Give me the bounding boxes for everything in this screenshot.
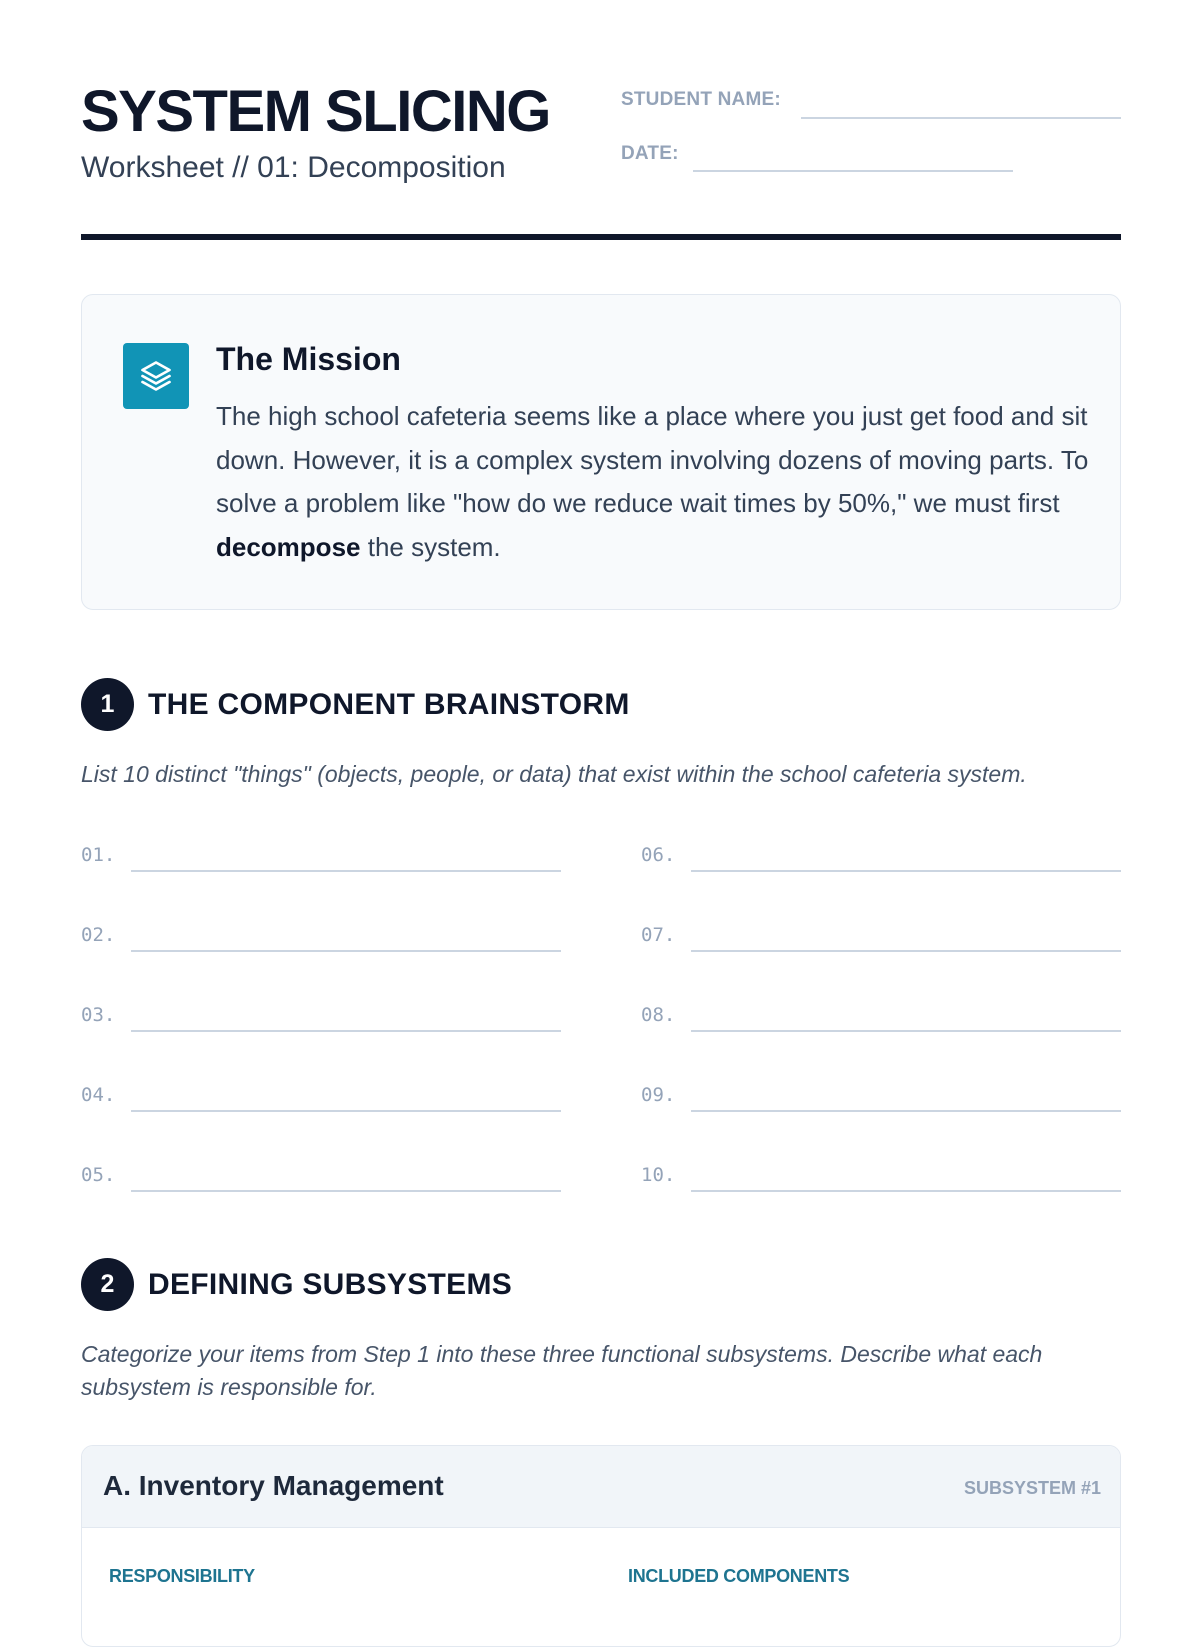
mission-text: The high school cafeteria seems like a place where you just get food and sit down. However, it is a complex system involving dozens of moving parts. To solve a problem like "how do we reduce wait times by 50%," we must first decompose the system. bbox=[216, 401, 1089, 562]
section-1-instruction: List 10 distinct "things" (objects, people, or data) that exist within the school cafeteria system. bbox=[81, 761, 1027, 787]
list-item[interactable] bbox=[81, 996, 561, 1036]
student-name-label: STUDENT NAME: bbox=[621, 89, 781, 110]
worksheet-page bbox=[81, 0, 1121, 1586]
list-item[interactable] bbox=[81, 916, 561, 956]
item-number: 02. bbox=[81, 924, 116, 946]
answer-line[interactable] bbox=[691, 1110, 1121, 1112]
responsibility-label: RESPONSIBILITY bbox=[109, 1566, 255, 1586]
student-name-field[interactable] bbox=[801, 117, 1121, 119]
answer-line[interactable] bbox=[691, 950, 1121, 952]
worksheet-header bbox=[81, 0, 1121, 242]
layers-icon bbox=[123, 343, 189, 409]
list-item[interactable] bbox=[641, 836, 1121, 876]
list-item[interactable] bbox=[81, 1076, 561, 1116]
list-item[interactable] bbox=[641, 1156, 1121, 1196]
mission-box bbox=[81, 294, 1121, 610]
item-number: 01. bbox=[81, 844, 116, 866]
step-badge-2: 2 bbox=[81, 1258, 134, 1311]
section-1-title: THE COMPONENT BRAINSTORM bbox=[148, 688, 630, 721]
subsystem-card bbox=[81, 1445, 1121, 1647]
header-divider bbox=[81, 234, 1121, 240]
date-label: DATE: bbox=[621, 143, 679, 164]
answer-line[interactable] bbox=[691, 870, 1121, 872]
answer-line[interactable] bbox=[691, 1030, 1121, 1032]
page-title: SYSTEM SLICING bbox=[81, 79, 550, 144]
answer-line[interactable] bbox=[131, 1110, 561, 1112]
item-number: 05. bbox=[81, 1164, 116, 1186]
item-number: 08. bbox=[641, 1004, 676, 1026]
item-number: 07. bbox=[641, 924, 676, 946]
emphasis-decompose: decompose bbox=[216, 531, 361, 562]
component-list bbox=[81, 836, 1121, 1196]
section-2-instruction: Categorize your items from Step 1 into these three functional subsystems. Describe what each subsystem is responsible for. bbox=[81, 1341, 1043, 1400]
mission-title: The Mission bbox=[216, 341, 401, 377]
page-subtitle: Worksheet // 01: Decomposition bbox=[81, 151, 506, 184]
subsystem-tag: SUBSYSTEM #1 bbox=[963, 1478, 1101, 1498]
answer-line[interactable] bbox=[131, 1190, 561, 1192]
list-item[interactable] bbox=[641, 996, 1121, 1036]
item-number: 09. bbox=[641, 1084, 676, 1106]
date-field[interactable] bbox=[693, 170, 1013, 172]
answer-line[interactable] bbox=[131, 950, 561, 952]
list-item[interactable] bbox=[81, 836, 561, 876]
list-item[interactable] bbox=[641, 916, 1121, 956]
item-number: 10. bbox=[641, 1164, 676, 1186]
item-number: 06. bbox=[641, 844, 676, 866]
list-item[interactable] bbox=[81, 1156, 561, 1196]
item-number: 03. bbox=[81, 1004, 116, 1026]
item-number: 04. bbox=[81, 1084, 116, 1106]
answer-line[interactable] bbox=[131, 1030, 561, 1032]
subsystem-title: A. Inventory Management bbox=[103, 1470, 444, 1501]
step-badge-1: 1 bbox=[81, 678, 134, 731]
list-item[interactable] bbox=[641, 1076, 1121, 1116]
answer-line[interactable] bbox=[691, 1190, 1121, 1192]
answer-line[interactable] bbox=[131, 870, 561, 872]
components-label: INCLUDED COMPONENTS bbox=[628, 1566, 850, 1586]
subsystem-header bbox=[82, 1446, 1120, 1528]
section-2-title: DEFINING SUBSYSTEMS bbox=[148, 1268, 513, 1301]
